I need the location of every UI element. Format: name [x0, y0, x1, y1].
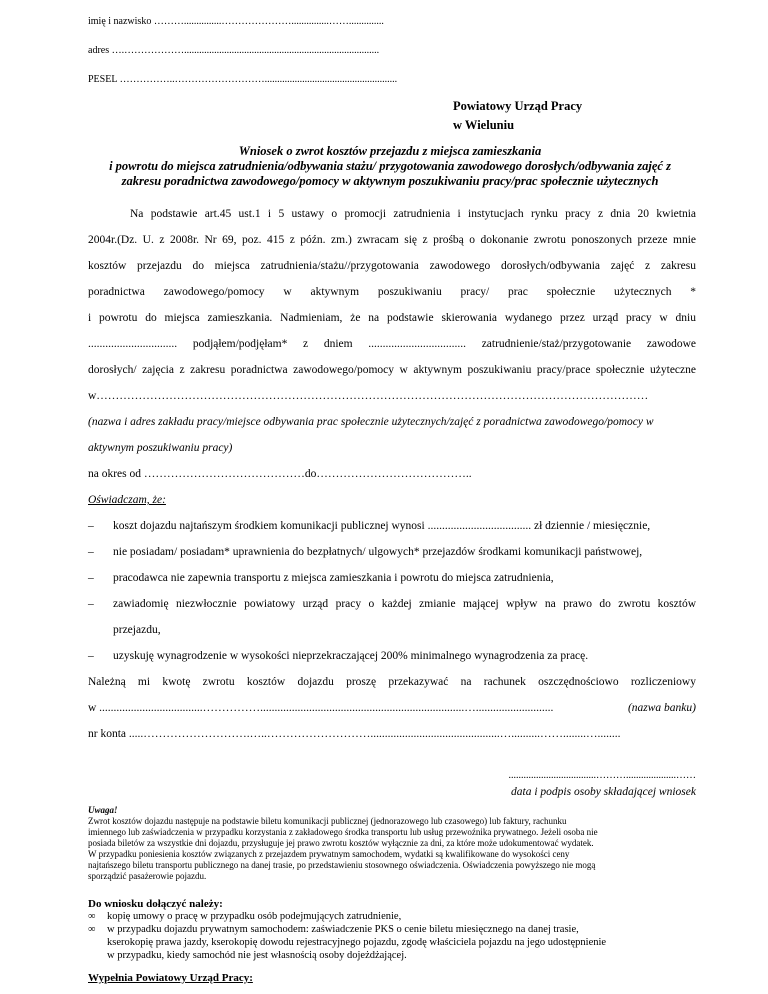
- body-line-3: kosztów przejazdu do miejsca zatrudnienia/stażu//przygotowania zawodowego dorosłych/odbywania zajęć z zakresu: [88, 260, 696, 272]
- form-title-line2: i powrotu do miejsca zatrudnienia/odbywania stażu/ przygotowania zawodowego dorosłych/odbywania zajęć z: [109, 159, 671, 173]
- period-field-line: na okres od ……………………………………do…………………………………..: [88, 468, 472, 480]
- note-line: imiennego lub zaświadczenia w przypadku korzystania z zakładowego środka transportu lub usług przewoźnika prywatnego. Jeżeli osoba nie: [88, 827, 598, 837]
- form-title-line3: zakresu poradnictwa zawodowego/pomocy w aktywnym poszukiwaniu pracy/prac społecznie użytecznych: [121, 174, 659, 188]
- note-heading: Uwaga!: [88, 805, 118, 815]
- workplace-hint-line2: aktywnym poszukiwaniu pracy): [88, 442, 233, 454]
- infinity-bullet: ∞: [88, 911, 96, 922]
- note-line: najtańszego biletu transportu publicznego na danej trasie, po przedstawieniu stosownego oświadczenia. Oświadczenia powyższego nie mogą: [88, 860, 596, 870]
- body-line-6: ............................... podjąłem/podjęłam* z dniem .................................. zatrudnienie/staż/przygotowanie zawodowe: [88, 338, 696, 350]
- address-field-line: adres ….………………..............................................................................: [88, 45, 380, 56]
- dash-bullet: –: [88, 546, 94, 558]
- attachments-heading: Do wniosku dołączyć należy:: [88, 898, 223, 910]
- declaration-item: uzyskuję wynagrodzenie w wysokości nieprzekraczającej 200% minimalnego wynagrodzenia za pracę.: [113, 650, 589, 662]
- attachment-item: w przypadku dojazdu prywatnym samochodem: zaświadczenie PKS o cenie biletu miesięcznego na danej trasie,: [107, 924, 579, 935]
- declaration-heading: Oświadczam, że:: [88, 494, 166, 506]
- note-line: W przypadku poniesienia kosztów związanych z przejazdem prywatnym samochodem, wydatki są kwalifikowane do wysokości ceny: [88, 849, 570, 859]
- body-line-1: Na podstawie art.45 ust.1 i 5 ustawy o promocji zatrudnienia i instytucjach rynku pracy z dnia 20 kwietnia: [130, 208, 696, 220]
- recipient-city: w Wieluniu: [453, 118, 515, 132]
- dash-bullet: –: [88, 572, 94, 584]
- workplace-field-line: w………………………………………………………………………………………………………………………………: [88, 390, 649, 402]
- note-line: sporządzić pasażerowie pojazdu.: [88, 871, 207, 881]
- signature-label: data i podpis osoby składającej wniosek: [511, 786, 696, 798]
- note-line: Zwrot kosztów dojazdu następuje na podstawie biletu komunikacji publicznej (jednorazowego lub czasowego) lub faktury, rachunku: [88, 816, 567, 826]
- account-line-1: Należną mi kwotę zwrotu kosztów dojazdu proszę przekazywać na rachunek oszczędnościowo rozliczeniowy: [88, 676, 696, 688]
- attachment-item-continued: w przypadku, kiedy samochód nie jest własnością osoby dojeżdżającej.: [107, 950, 407, 961]
- recipient-office: Powiatowy Urząd Pracy: [453, 99, 583, 113]
- office-section-heading: Wypełnia Powiatowy Urząd Pracy:: [88, 972, 253, 984]
- form-title-line1: Wniosek o zwrot kosztów przejazdu z miejsca zamieszkania: [238, 144, 542, 158]
- body-line-7: dorosłych/ zajęcia z zakresu poradnictwa zawodowego/pomocy w aktywnym poszukiwaniu pracy/prace społecznie użyteczne: [88, 364, 696, 376]
- note-line: posiada biletów za wszystkie dni dojazdu, przysługuje jej prawo zwrotu kosztów wyłącznie za dni, za które może udokumentować wydatek.: [88, 838, 594, 848]
- workplace-hint-line1: (nazwa i adres zakładu pracy/miejsce odbywania prac społecznie użytecznych/zajęć z poradnictwa zawodowego/pomocy w: [88, 416, 654, 428]
- infinity-bullet: ∞: [88, 924, 96, 935]
- body-line-5: i powrotu do miejsca zamieszkania. Nadmieniam, że na podstawie skierowania wydanego przez urząd pracy w dniu: [88, 312, 696, 324]
- declaration-item-continued: przejazdu,: [113, 624, 161, 636]
- declaration-item: pracodawca nie zapewnia transportu z miejsca zamieszkania i powrotu do miejsca zatrudnienia,: [113, 572, 554, 584]
- signature-dots: ...................................………....................……: [508, 770, 696, 781]
- body-line-4: poradnictwa zawodowego/pomocy w aktywnym poszukiwaniu pracy/ prac społecznie użytecznych *: [88, 286, 696, 298]
- attachment-item: kopię umowy o pracę w przypadku osób podejmujących zatrudnienie,: [107, 911, 402, 922]
- dash-bullet: –: [88, 598, 94, 610]
- dash-bullet: –: [88, 520, 94, 532]
- declaration-item: zawiadomię niezwłocznie powiatowy urząd pracy o każdej zmianie mającej wpływ na prawo do zwrotu kosztów: [113, 598, 696, 610]
- name-field-line: imię i nazwisko ………...............…………………...............……..............: [88, 16, 384, 27]
- declaration-item: nie posiadam/ posiadam* uprawnienia do bezpłatnych/ ulgowych* przejazdów środkami komunikacji państwowej,: [113, 546, 643, 558]
- account-number-field-line: nr konta .....……………………….…..……………………….............................................…..........……........…........: [88, 728, 621, 740]
- pesel-field-line: PESEL ……………..……………………….....................................................: [88, 74, 398, 85]
- body-line-2: 2004r.(Dz. U. z 2008r. Nr 69, poz. 415 z późn. zm.) zwracam się z prośbą o dokonanie zwrotu ponoszonych przeze mnie: [88, 234, 696, 246]
- declaration-item: koszt dojazdu najtańszym środkiem komunikacji publicznej wynosi .................................... zł dziennie / miesięcznie,: [113, 520, 651, 532]
- attachment-item-continued: kserokopię prawa jazdy, kserokopię dowodu rejestracyjnego pojazdu, zgodę właściciela pojazdu na jego udostępnienie: [107, 937, 607, 948]
- dash-bullet: –: [88, 650, 94, 662]
- bank-name-hint: (nazwa banku): [627, 702, 696, 714]
- bank-name-field-line: w ....................................…………….......................................................................…...........................: [88, 702, 554, 714]
